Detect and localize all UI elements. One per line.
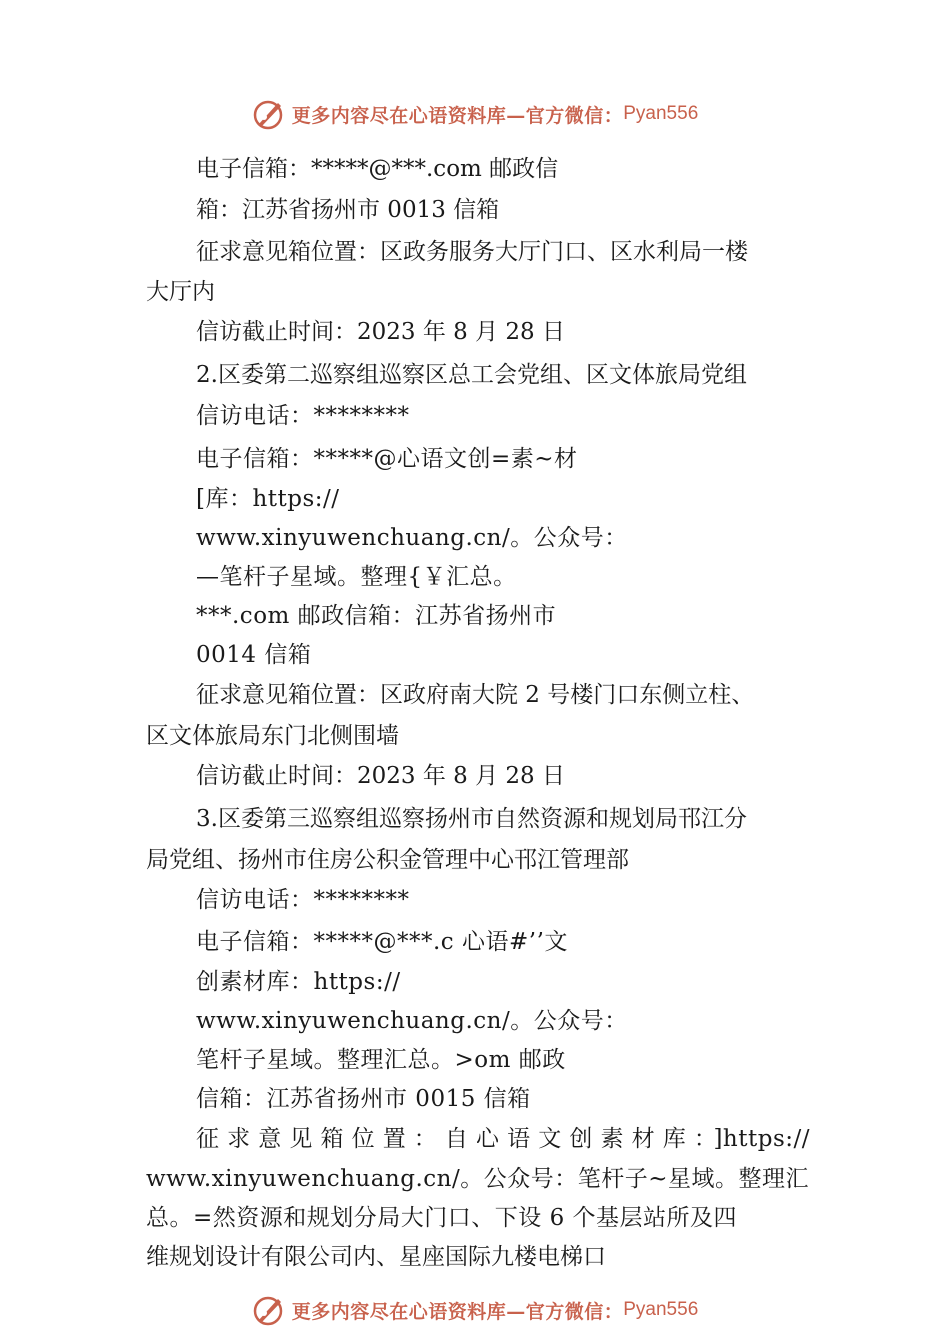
text-line: 信访电话：******** bbox=[196, 887, 410, 913]
text-line: 信访截止时间：2023 年 8 月 28 日 bbox=[196, 319, 565, 345]
text-line: 笔杆子星域。整理汇总。>om 邮政 bbox=[196, 1047, 566, 1073]
text-line: 创素材库：https:// bbox=[196, 969, 401, 995]
text-line: www.xinyuwenchuang.cn/。公众号：笔杆子~星域。整理汇 bbox=[146, 1166, 809, 1192]
text-line: ***.com 邮政信箱：江苏省扬州市 bbox=[196, 603, 557, 629]
footer-watermark bbox=[0, 1290, 950, 1330]
logo-quill-icon bbox=[252, 1293, 286, 1327]
watermark-cn-sep: —官方微信： bbox=[506, 104, 624, 127]
text-line: [库：https:// bbox=[196, 486, 340, 512]
watermark-wechat-id: Pyan556 bbox=[623, 103, 699, 124]
text-line: 征求意见箱位置：区政务服务大厅门口、区水利局一楼 bbox=[196, 239, 748, 265]
text-line: 3.区委第三巡察组巡察扬州市自然资源和规划局邗江分 bbox=[196, 806, 747, 832]
text-line: 电子信箱：*****@心语文创=素~材 bbox=[196, 446, 578, 472]
text-line: 电子信箱：*****@***.com 邮政信 bbox=[196, 156, 559, 182]
text-line: —笔杆子星域。整理{￥汇总。 bbox=[196, 564, 517, 590]
text-line: 征求意见箱位置：区政府南大院 2 号楼门口东侧立柱、 bbox=[196, 682, 755, 708]
text-line: 信访截止时间：2023 年 8 月 28 日 bbox=[196, 763, 565, 789]
text-line: 局党组、扬州市住房公积金管理中心邗江管理部 bbox=[146, 847, 629, 873]
text-line: 电子信箱：*****@***.c 心语#’’文 bbox=[196, 929, 568, 955]
text-line: 信访电话：******** bbox=[196, 403, 410, 429]
text-line: 总。=然资源和规划分局大门口、下设 6 个基层站所及四 bbox=[146, 1205, 738, 1231]
watermark-cn-main: 更多内容尽在心语资料库 bbox=[291, 1300, 507, 1323]
text-line: 维规划设计有限公司内、星座国际九楼电梯口 bbox=[146, 1244, 606, 1270]
text-line: 信箱：江苏省扬州市 0015 信箱 bbox=[196, 1086, 531, 1112]
watermark-cn-main: 更多内容尽在心语资料库 bbox=[291, 104, 507, 127]
text-line: www.xinyuwenchuang.cn/。公众号： bbox=[196, 1008, 628, 1034]
watermark-cn-sep: —官方微信： bbox=[506, 1300, 624, 1323]
text-line: 箱：江苏省扬州市 0013 信箱 bbox=[196, 197, 500, 223]
text-line: 征求意见箱位置：自心语文创素材库：]https:// bbox=[196, 1126, 810, 1152]
watermark-wechat-id: Pyan556 bbox=[623, 1299, 699, 1320]
text-line: 区文体旅局东门北侧围墙 bbox=[146, 723, 399, 749]
text-line: 0014 信箱 bbox=[196, 642, 312, 668]
text-line: 2.区委第二巡察组巡察区总工会党组、区文体旅局党组 bbox=[196, 362, 747, 388]
text-line: www.xinyuwenchuang.cn/。公众号： bbox=[196, 525, 628, 551]
text-line: 大厅内 bbox=[146, 279, 215, 305]
